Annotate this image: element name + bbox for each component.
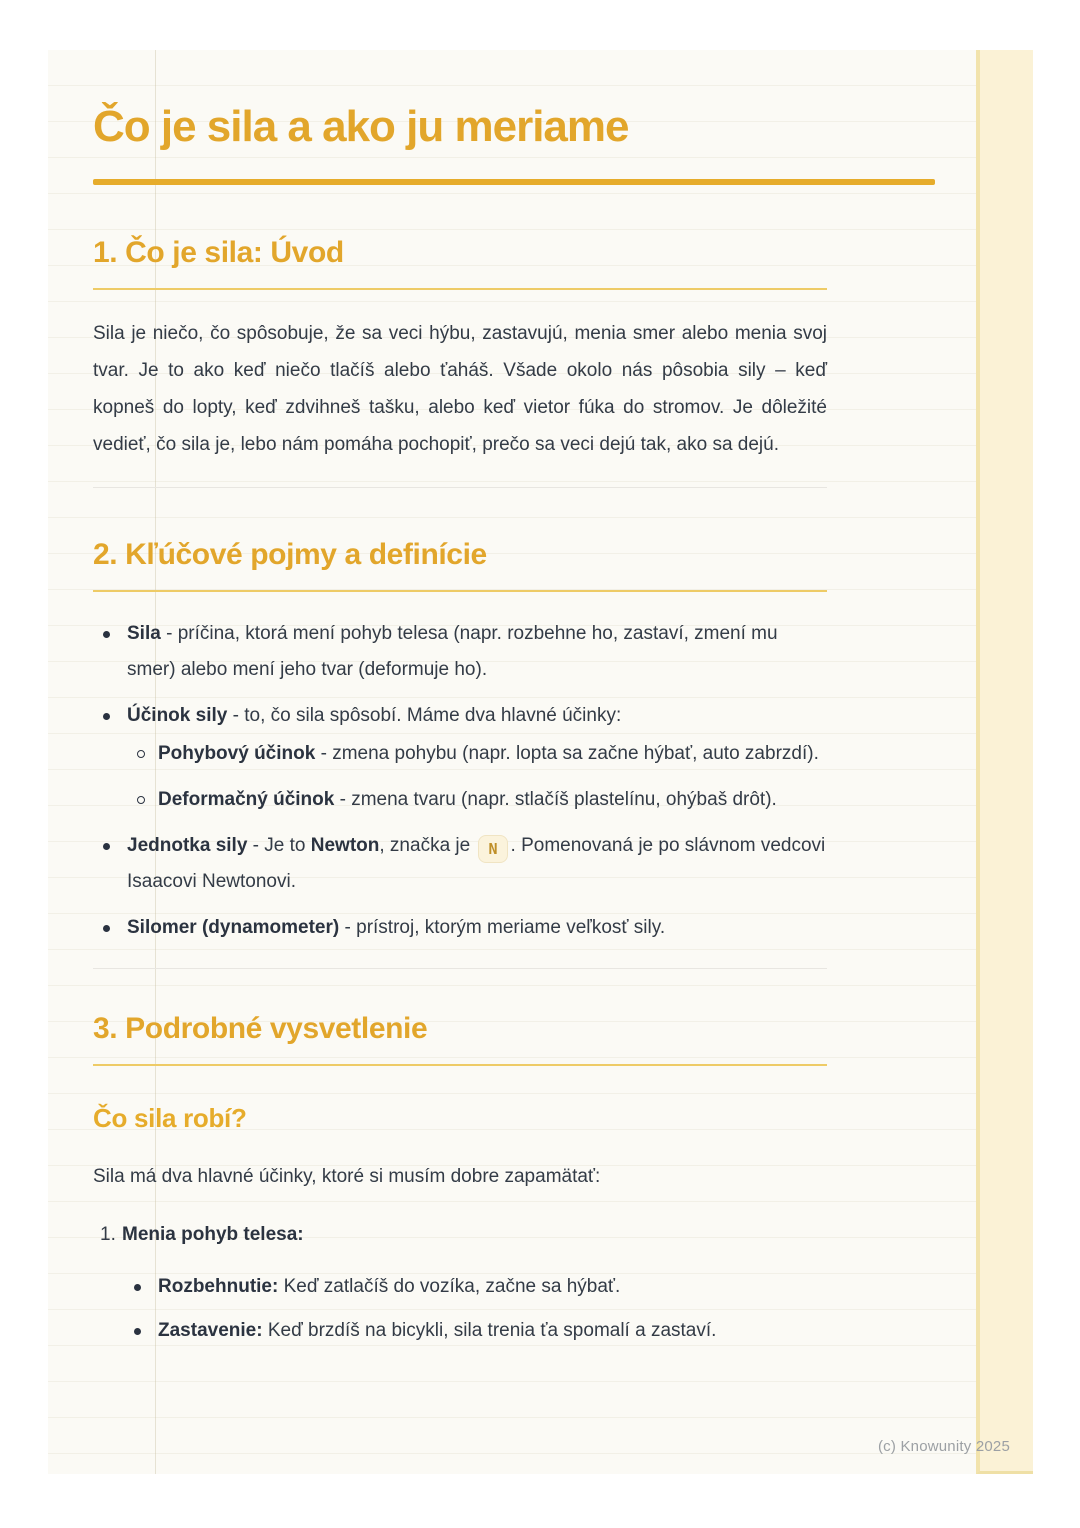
motion-examples-list	[122, 1269, 827, 1349]
term-label: Sila	[127, 623, 161, 644]
title-underline	[93, 179, 935, 185]
term-label: Deformačný účinok	[158, 789, 335, 810]
term-definition: to, čo sila spôsobí. Máme dva hlavné účinky:	[244, 705, 622, 726]
subsection-heading: Čo sila robí?	[93, 1103, 247, 1133]
newton-unit-chip: N	[478, 835, 507, 863]
newton-bold: Newton	[310, 835, 380, 856]
term-dash: -	[344, 917, 351, 938]
term-definition: prístroj, ktorým meriame veľkosť sily.	[356, 917, 666, 938]
term-label: Jednotka sily	[127, 835, 248, 856]
term-definition-tail: . Pomenovaná je po slávnom vedcovi Isaacovi Newtonovi.	[127, 835, 826, 892]
section-heading-1: 1. Čo je sila: Úvod	[93, 236, 344, 269]
bullet-dot-icon	[103, 631, 110, 638]
list-item-deformacny-ucinok	[158, 782, 827, 818]
term-dash: -	[320, 743, 327, 764]
list-item-silomer	[127, 910, 827, 946]
section-divider	[93, 487, 827, 488]
numbered-item-menia-pohyb	[100, 1217, 827, 1349]
list-item-pohybovy-ucinok	[158, 736, 827, 772]
effects-sub-list	[127, 736, 827, 818]
intro-paragraph: Sila je niečo, čo spôsobuje, že sa veci hýbu, zastavujú, menia smer alebo menia svoj tvar. Je to ako keď niečo tlačíš alebo ťaháš. Všade okolo nás pôsobia sily – keď kopneš do lopty, keď zdvihneš tašku, alebo keď vietor fúka do stromov. Je dôležité vedieť, čo sila je, lebo nám pomáha pochopiť, prečo sa veci dejú tak, ako sa dejú.	[93, 323, 827, 455]
bullet-dot-icon	[134, 1328, 141, 1335]
list-item-rozbehnutie	[158, 1269, 827, 1305]
bullet-circle-icon	[137, 750, 145, 758]
term-definition: príčina, ktorá mení pohyb telesa (napr. rozbehne ho, zastaví, zmení mu smer) alebo mení jeho tvar (deformuje ho).	[127, 623, 778, 680]
list-item-jednotka-sily	[127, 828, 827, 900]
definitions-list	[93, 616, 827, 946]
term-dash: -	[339, 789, 346, 810]
term-label: Silomer (dynamometer)	[127, 917, 340, 938]
list-item-ucinok-sily	[127, 698, 827, 818]
term-definition-lead: Je to	[264, 835, 311, 856]
section-divider	[93, 968, 827, 969]
bullet-circle-icon	[137, 796, 145, 804]
term-definition: Keď brzdíš na bicykli, sila trenia ťa spomalí a zastaví.	[267, 1320, 717, 1341]
section-3-underline	[93, 1064, 827, 1066]
list-item-sila	[127, 616, 827, 688]
term-dash: -	[232, 705, 239, 726]
section-heading-2: 2. Kľúčové pojmy a definície	[93, 538, 487, 571]
paper-page	[48, 50, 1033, 1474]
bullet-dot-icon	[103, 843, 110, 850]
term-definition: Keď zatlačíš do vozíka, začne sa hýbať.	[283, 1276, 621, 1297]
term-definition: zmena tvaru (napr. stlačíš plastelínu, ohýbaš drôt).	[351, 789, 777, 810]
bullet-dot-icon	[103, 925, 110, 932]
effects-numbered-list	[93, 1217, 827, 1349]
term-definition: zmena pohybu (napr. lopta sa začne hýbať, auto zabrzdí).	[332, 743, 819, 764]
term-definition-mid: , značka je	[379, 835, 471, 856]
section-2-underline	[93, 590, 827, 592]
document-content	[93, 50, 935, 1357]
term-label: Rozbehnutie:	[158, 1276, 279, 1297]
number-marker: 1.	[100, 1224, 116, 1245]
bullet-dot-icon	[103, 713, 110, 720]
section-heading-3: 3. Podrobné vysvetlenie	[93, 1012, 428, 1045]
term-label: Pohybový účinok	[158, 743, 316, 764]
term-dash: -	[252, 835, 259, 856]
page-title: Čo je sila a ako ju meriame	[93, 102, 629, 151]
list-item-zastavenie	[158, 1313, 827, 1349]
copyright-watermark: (c) Knowunity 2025	[877, 1438, 1010, 1455]
bullet-dot-icon	[134, 1284, 141, 1291]
term-label: Účinok sily	[127, 705, 228, 726]
numbered-item-label: Menia pohyb telesa:	[122, 1224, 304, 1245]
right-edge-band	[976, 50, 1033, 1474]
term-label: Zastavenie:	[158, 1320, 263, 1341]
lead-paragraph: Sila má dva hlavné účinky, ktoré si musím dobre zapamätať:	[93, 1166, 601, 1187]
term-dash: -	[166, 623, 173, 644]
section-1-underline	[93, 288, 827, 290]
